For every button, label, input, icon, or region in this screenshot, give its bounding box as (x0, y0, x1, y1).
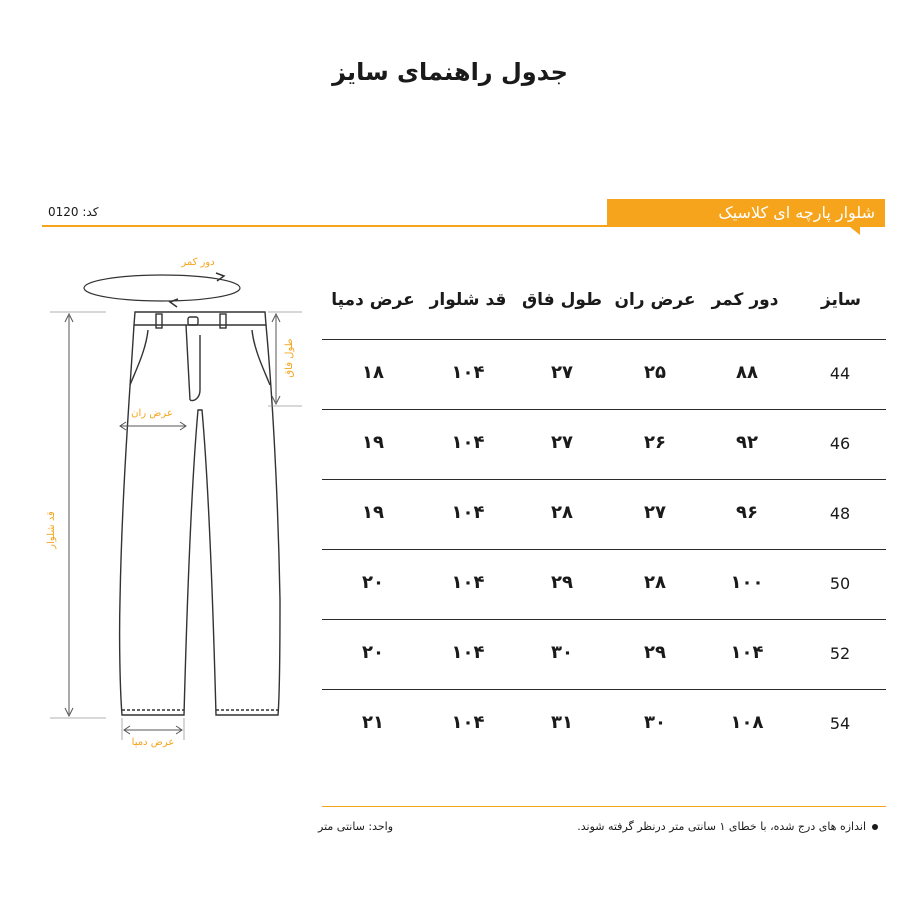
cell-rise: ۲۷ (551, 432, 573, 453)
cell-waist: ۹۶ (736, 502, 758, 523)
header-rise: طول فاق (521, 290, 603, 310)
cell-size: 50 (829, 574, 851, 593)
cell-rise: ۲۸ (551, 502, 573, 523)
cell-thigh: ۲۸ (644, 572, 666, 593)
cell-rise: ۲۹ (551, 572, 573, 593)
cell-thigh: ۲۹ (644, 642, 666, 663)
product-code: کد: 0120 (48, 205, 99, 219)
header-thigh: عرض ران (614, 290, 696, 310)
cell-hem: ۱۹ (362, 432, 384, 453)
cell-thigh: ۳۰ (644, 712, 666, 733)
cell-length: ۱۰۴ (451, 432, 485, 453)
pants-outline (120, 312, 280, 715)
cell-waist: ۱۰۰ (730, 572, 764, 593)
length-label: قد شلوار (46, 511, 57, 549)
cell-size: 54 (829, 714, 851, 733)
cell-size: 52 (829, 644, 851, 663)
cell-waist: ۱۰۴ (730, 642, 764, 663)
header-divider (42, 225, 885, 227)
cell-hem: ۱۸ (362, 362, 384, 383)
cell-thigh: ۲۷ (644, 502, 666, 523)
cell-length: ۱۰۴ (451, 362, 485, 383)
waist-label: دور کمر (181, 257, 215, 268)
cell-rise: ۲۷ (551, 362, 573, 383)
cell-length: ۱۰۴ (451, 572, 485, 593)
waist-arrow-icon (84, 275, 240, 301)
header-waist: دور کمر (711, 290, 779, 310)
header-hem: عرض دمپا (331, 290, 415, 310)
cell-hem: ۲۱ (362, 712, 384, 733)
cell-rise: ۳۱ (551, 712, 573, 733)
cell-hem: ۱۹ (362, 502, 384, 523)
header-length: قد شلوار (429, 290, 507, 310)
cell-size: 46 (829, 434, 851, 453)
cell-size: 44 (829, 364, 851, 383)
row-divider (322, 339, 886, 340)
cell-waist: ۱۰۸ (730, 712, 764, 733)
row-divider (322, 619, 886, 620)
length-dimension (46, 312, 106, 718)
thigh-label: عرض ران (131, 408, 173, 419)
waist-arrow-head-left (170, 299, 178, 307)
cell-size: 48 (829, 504, 851, 523)
cell-waist: ۸۸ (736, 362, 758, 383)
product-tab-tip (850, 227, 860, 235)
row-divider (322, 549, 886, 550)
cell-hem: ۲۰ (362, 642, 384, 663)
row-divider (322, 409, 886, 410)
cell-hem: ۲۰ (362, 572, 384, 593)
cell-length: ۱۰۴ (451, 712, 485, 733)
cell-waist: ۹۲ (736, 432, 758, 453)
cell-thigh: ۲۶ (644, 432, 666, 453)
row-divider (322, 689, 886, 690)
rise-label: طول فاق (284, 338, 295, 378)
hem-label: عرض دمپا (131, 737, 175, 748)
rise-dimension (268, 312, 302, 406)
cell-rise: ۳۰ (551, 642, 573, 663)
pants-diagram (40, 240, 320, 760)
footer-divider (322, 806, 886, 807)
header-size: سایز (820, 290, 862, 310)
cell-thigh: ۲۵ (644, 362, 666, 383)
product-name-tab: شلوار پارچه ای کلاسیک (607, 199, 885, 227)
row-divider (322, 479, 886, 480)
cell-length: ۱۰۴ (451, 642, 485, 663)
tolerance-note (577, 820, 878, 833)
tolerance-note-text: اندازه های درج شده، با خطای ۱ سانتی متر درنظر گرفته شوند. (577, 820, 866, 833)
cell-length: ۱۰۴ (451, 502, 485, 523)
unit-label: واحد: سانتی متر (318, 820, 394, 833)
bullet-icon (872, 824, 878, 830)
page-title: جدول راهنمای سایز (332, 58, 568, 86)
hem-dimension (122, 718, 184, 748)
thigh-dimension (120, 408, 186, 430)
